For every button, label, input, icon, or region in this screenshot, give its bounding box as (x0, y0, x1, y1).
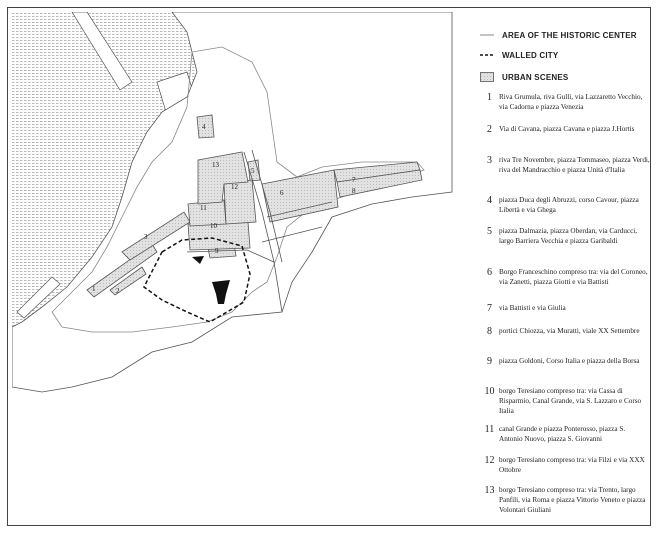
map-label-13: 13 (212, 161, 219, 169)
scene-number: 9 (487, 356, 492, 367)
scene-description: piazza Dalmazia, piazza Oberdan, via Carducci, largo Barriera Vecchia e piazza Garibaldi (499, 227, 638, 246)
scene-entry (480, 386, 650, 417)
map-label-4: 4 (202, 123, 206, 131)
scene-entry (480, 303, 650, 315)
scene-description: borgo Teresiano compreso tra: via Cassa di Risparmio, Canal Grande, via S. Lazzaro e Corso Italia (499, 387, 642, 416)
scene-entry (480, 195, 650, 215)
map-label-8: 8 (352, 187, 356, 195)
scene-number: 7 (487, 303, 492, 314)
scene-number: 8 (487, 326, 492, 337)
scene-entry (480, 356, 650, 368)
scene-number: 12 (484, 455, 495, 466)
scene-entry (480, 226, 650, 246)
scene-number: 4 (487, 195, 492, 206)
scene-number: 2 (487, 124, 492, 135)
scene-number: 3 (487, 155, 492, 166)
legend-historic-center-label: AREA OF THE HISTORIC CENTER (502, 30, 637, 40)
scene-description: Via di Cavana, piazza Cavana e piazza J.Hortis (499, 125, 635, 133)
scene-entry (480, 455, 650, 475)
scene-description: portici Chiozza, via Muratti, viale XX Settembre (499, 327, 640, 335)
scene-10 (188, 222, 250, 250)
scene-4 (197, 115, 214, 138)
scene-entry (480, 155, 650, 175)
scene-12 (224, 180, 256, 224)
scene-number: 11 (484, 424, 495, 435)
scene-description: borgo Teresiano compreso tra: via Filzi e via XXX Ottobre (499, 456, 645, 475)
legend-historic-center (480, 30, 637, 40)
scene-description: piazza Duca degli Abruzzi, corso Cavour, piazza Libertà e via Ghega (499, 196, 639, 215)
map-label-3: 3 (144, 233, 148, 241)
map-label-9: 9 (215, 247, 219, 255)
scene-number: 5 (487, 226, 492, 237)
map-label-7: 7 (352, 176, 356, 184)
scene-number: 10 (484, 386, 495, 397)
scene-description: canal Grande e piazza Ponterosso, piazza S. Antonio Nuovo, piazza S. Giovanni (499, 425, 626, 444)
map-label-11: 11 (200, 204, 207, 212)
scene-number: 6 (487, 267, 492, 278)
historic-center-map (12, 12, 462, 412)
scene-description: piazza Goldoni, Corso Italia e piazza della Borsa (499, 357, 640, 365)
scene-description: via Battisti e via Giulia (499, 304, 566, 312)
scene-description: Borgo Franceschino compreso tra: via del Coroneo, via Zanetti, piazza Giotti e via Battisti (499, 268, 648, 287)
legend-urban-scenes (480, 72, 568, 82)
scene-entry (480, 424, 650, 444)
scene-entry (480, 326, 650, 338)
solid-line-icon (480, 30, 494, 40)
scene-number: 13 (484, 485, 495, 496)
scene-11 (188, 200, 226, 226)
scene-description: borgo Teresiano compreso tra: via Trento, largo Panfili, via Roma e piazza Vittorio Veneto e piazza Volontari Giuliani (499, 486, 646, 515)
dashed-line-icon (480, 50, 494, 60)
scene-entry (480, 485, 650, 516)
map-label-2: 2 (116, 287, 120, 295)
scene-entry (480, 267, 650, 287)
scene-entry (480, 124, 650, 136)
map-label-1: 1 (92, 285, 96, 293)
scene-number: 1 (487, 92, 492, 103)
scene-entry (480, 92, 650, 112)
map-label-10: 10 (210, 222, 217, 230)
map-label-12: 12 (231, 183, 238, 191)
legend-walled-city-label: WALLED CITY (502, 50, 559, 60)
scene-description: Riva Grumula, riva Gulli, via Lazzaretto Vecchio, via Cadorna e piazza Venezia (499, 93, 643, 112)
legend-urban-scenes-label: URBAN SCENES (502, 72, 569, 82)
legend-walled-city (480, 50, 558, 60)
map-label-6: 6 (280, 189, 284, 197)
map-label-5: 5 (251, 167, 255, 175)
scene-description: riva Tre Novembre, piazza Tommaseo, piazza Verdi, riva del Mandracchio e piazza Unità d'Italia (499, 156, 650, 175)
dotted-fill-icon (480, 72, 494, 82)
